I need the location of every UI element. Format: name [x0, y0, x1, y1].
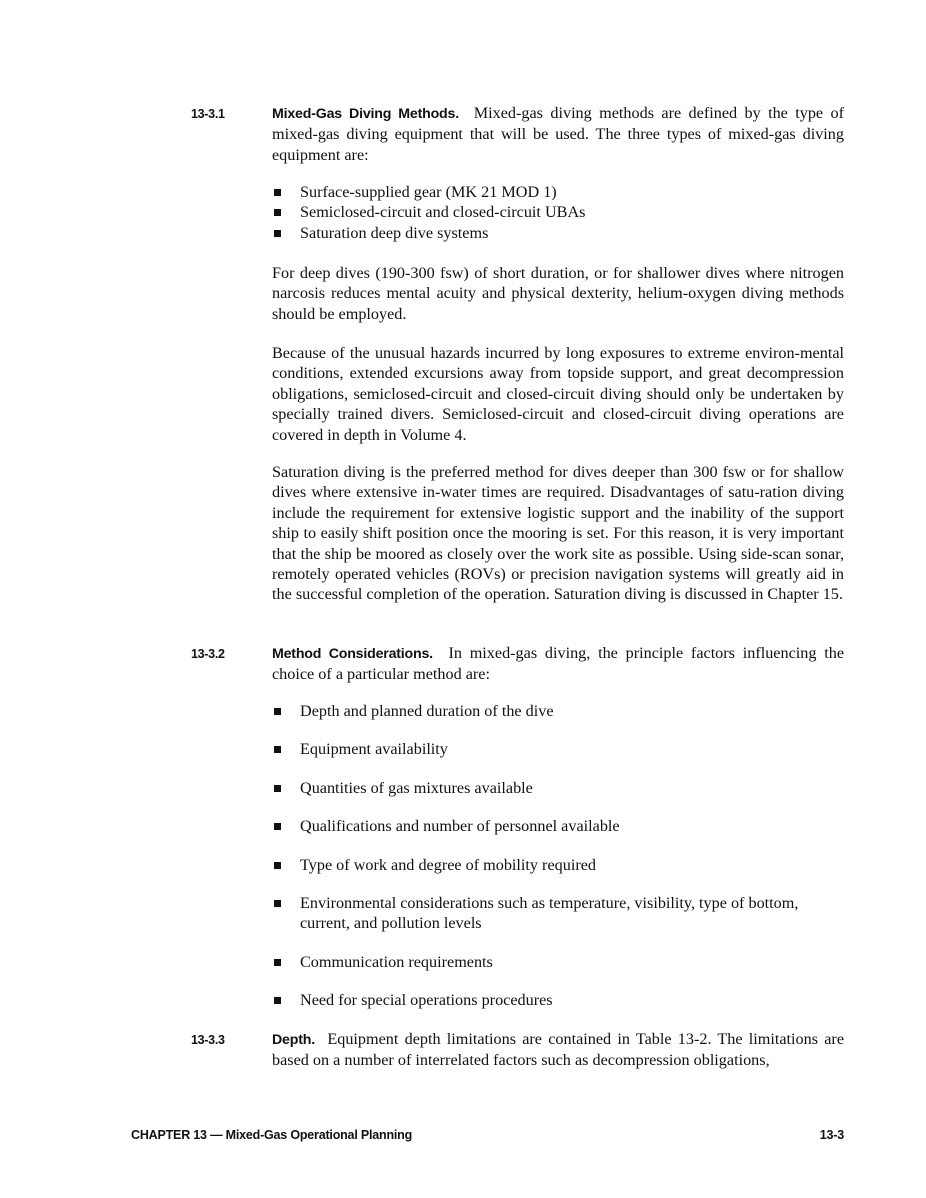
section-13-3-2-intro	[272, 643, 844, 685]
bullet-square-icon	[274, 823, 281, 830]
list-item: Environmental considerations such as temperature, visibility, type of bottom, current, and pollution levels	[272, 893, 844, 934]
bullet-square-icon	[274, 708, 281, 715]
paragraph: For deep dives (190-300 fsw) of short duration, or for shallower dives where nitrogen narcosis reduces mental acuity and physical dexterity, helium-oxygen diving methods should be employed.	[272, 264, 844, 323]
bullet-square-icon	[274, 230, 281, 237]
section-number: 13-3.3	[191, 1033, 225, 1047]
equipment-types-list	[272, 182, 844, 243]
section-heading: Depth.	[272, 1032, 315, 1048]
list-item: Type of work and degree of mobility required	[272, 855, 844, 875]
list-item: Need for special operations procedures	[272, 990, 844, 1010]
paragraph: Saturation diving is the preferred method for dives deeper than 300 fsw or for shallow dives where extensive in-water times are required. Disadvantages of satu-ration diving include the requirement for extensive logistic support and the inability of the support ship to easily shift position once the mooring is set. For this reason, it is very important that the ship be moored as closely over the work site as possible. Using side-scan sonar, remotely operated vehicles (ROVs) or precision navigation systems will greatly aid in the successful completion of the operation. Saturation diving is discussed in Chapter 15.	[272, 463, 844, 604]
bullet-square-icon	[274, 900, 281, 907]
section-intro-text: Equipment depth limitations are contained in Table 13-2. The limitations are based on a number of interrelated factors such as decompression obligations,	[272, 1030, 845, 1070]
list-item: Communication requirements	[272, 952, 844, 972]
bullet-square-icon	[274, 785, 281, 792]
section-13-3-1-intro	[272, 103, 844, 165]
section-13-3-3-intro	[272, 1029, 844, 1071]
bullet-square-icon	[274, 209, 281, 216]
section-heading: Method Considerations.	[272, 646, 433, 662]
bullet-square-icon	[274, 997, 281, 1004]
method-factors-list	[272, 701, 844, 1011]
bullet-square-icon	[274, 959, 281, 966]
list-item: Surface-supplied gear (MK 21 MOD 1)	[272, 182, 844, 202]
section-number: 13-3.1	[191, 107, 225, 121]
footer-chapter-title: CHAPTER 13 — Mixed-Gas Operational Planning	[131, 1128, 413, 1142]
list-item: Equipment availability	[272, 739, 844, 759]
section-heading: Mixed-Gas Diving Methods.	[272, 106, 459, 122]
list-item: Qualifications and number of personnel available	[272, 816, 844, 836]
footer-page-number: 13-3	[819, 1128, 844, 1142]
list-item: Depth and planned duration of the dive	[272, 701, 844, 721]
section-number: 13-3.2	[191, 647, 225, 661]
bullet-square-icon	[274, 189, 281, 196]
paragraph: Because of the unusual hazards incurred by long exposures to extreme environ-mental conditions, extended excursions away from topside support, and great decompression obligations, semiclosed-circuit and closed-circuit diving should only be undertaken by specially trained divers. Semiclosed-circuit and closed-circuit diving operations are covered in depth in Volume 4.	[272, 344, 844, 444]
section-intro-text: In mixed-gas diving, the principle factors influencing the choice of a particular method are:	[272, 644, 845, 684]
section-intro-text: Mixed-gas diving methods are defined by the type of mixed-gas diving equipment that will be used. The three types of mixed-gas diving equipment are:	[272, 104, 844, 164]
bullet-square-icon	[274, 746, 281, 753]
bullet-square-icon	[274, 862, 281, 869]
list-item: Saturation deep dive systems	[272, 223, 844, 243]
list-item: Quantities of gas mixtures available	[272, 778, 844, 798]
list-item: Semiclosed-circuit and closed-circuit UBAs	[272, 202, 844, 222]
